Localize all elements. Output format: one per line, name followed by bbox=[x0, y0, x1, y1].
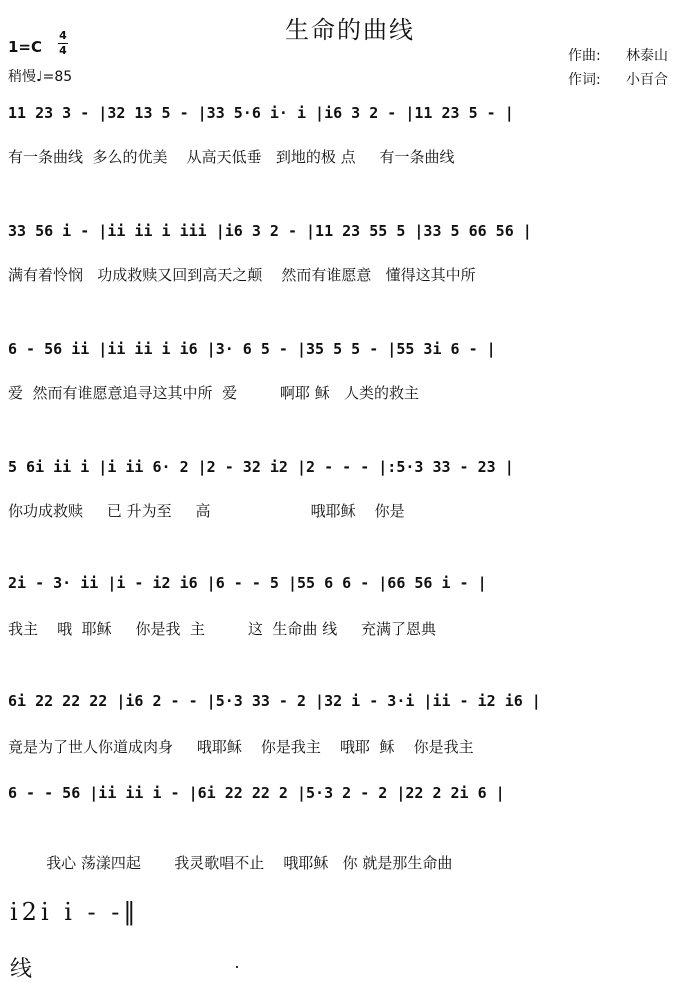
lyrics-text: 爱 然而有谁愿意追寻这其中所 爱 啊耶 稣 人类的救主 bbox=[8, 384, 420, 402]
notation-line-7 bbox=[8, 784, 694, 814]
notation-text: 11 23 3 - |32 13 5 - |33 5·6 i· i |i6 3 2 - |11 23 5 - | bbox=[8, 104, 514, 122]
time-signature-top: 4 bbox=[59, 29, 67, 42]
lyrics-line-7 bbox=[8, 852, 694, 876]
credits bbox=[568, 44, 668, 92]
composer-row bbox=[568, 44, 668, 68]
notation-text: 6i 22 22 22 |i6 2 - - |5·3 33 - 2 |32 i - 3·i |ii - i2 i6 | bbox=[8, 692, 541, 710]
tempo-marking: 稍慢♩=85 bbox=[8, 69, 73, 85]
lyrics-text: 我主 哦 耶稣 你是我 主 这 生命曲 线 充满了恩典 bbox=[8, 620, 437, 638]
notation-text: 6 - - 56 |ii ii i - |6i 22 22 2 |5·3 2 - 2 |22 2 2i 6 | bbox=[8, 784, 505, 802]
ending-lyric: 线 bbox=[10, 957, 33, 982]
notation-line-6 bbox=[8, 692, 694, 722]
lyrics-line-4 bbox=[8, 500, 694, 524]
lyrics-text: 你功成救赎 已 升为至 高 哦耶稣 你是 bbox=[8, 502, 405, 520]
notation-line-1 bbox=[8, 104, 694, 134]
notation-text: 33 56 i - |ii ii i iii |i6 3 2 - |11 23 55 5 |33 5 66 56 | bbox=[8, 222, 532, 240]
composer-name: 林泰山 bbox=[626, 48, 668, 64]
time-signature-bottom: 4 bbox=[59, 44, 67, 57]
lyrics-text: 竟是为了世人你道成肉身 哦耶稣 你是我主 哦耶 稣 你是我主 bbox=[8, 738, 474, 756]
lyricist-name: 小百合 bbox=[626, 72, 668, 88]
notation-text: 5 6i ii i |i ii 6· 2 |2 - 32 i2 |2 - - - |:5·3 33 - 23 | bbox=[8, 458, 514, 476]
song-title: 生命的曲线 bbox=[285, 16, 415, 44]
time-signature bbox=[58, 30, 68, 57]
notation-text: 6 - 56 ii |ii ii i i6 |3· 6 5 - |35 5 5 - |55 3i 6 - | bbox=[8, 340, 496, 358]
lyrics-line-1 bbox=[8, 146, 694, 170]
lyrics-line-6 bbox=[8, 736, 694, 760]
notation-line-5 bbox=[8, 574, 694, 604]
notation-line-2 bbox=[8, 222, 694, 252]
stray-mark bbox=[236, 966, 238, 968]
composer-label: 作曲: bbox=[568, 48, 601, 64]
lyricist-label: 作词: bbox=[568, 72, 601, 88]
notation-line-3 bbox=[8, 340, 694, 370]
notation-line-4 bbox=[8, 458, 694, 488]
key-signature: 1=C bbox=[8, 38, 43, 56]
lyrics-line-2 bbox=[8, 264, 694, 288]
ending-notation: i2i i - -‖ bbox=[10, 898, 140, 926]
lyricist-row bbox=[568, 68, 668, 92]
notation-text: 2i - 3· ii |i - i2 i6 |6 - - 5 |55 6 6 - |66 56 i - | bbox=[8, 574, 487, 592]
lyrics-text: 满有着怜悯 功成救赎又回到高天之颠 然而有谁愿意 懂得这其中所 bbox=[8, 266, 476, 284]
lyrics-text: 有一条曲线 多么的优美 从高天低垂 到地的极 点 有一条曲线 bbox=[8, 148, 455, 166]
lyrics-text: 我心 荡漾四起 我灵歌唱不止 哦耶稣 你 就是那生命曲 bbox=[8, 854, 453, 872]
lyrics-line-5 bbox=[8, 618, 694, 642]
lyrics-line-3 bbox=[8, 382, 694, 406]
